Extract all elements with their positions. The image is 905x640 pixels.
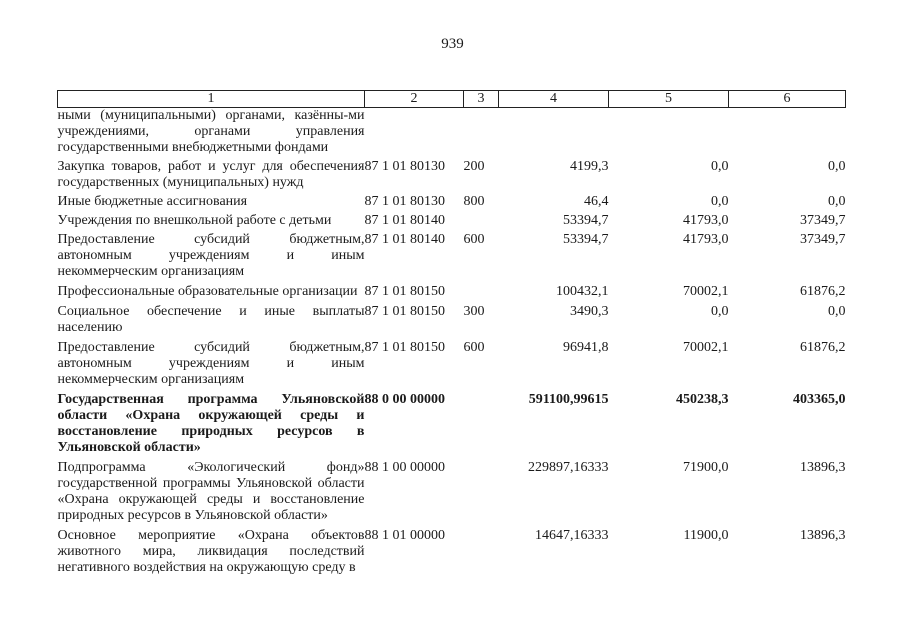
row-amount-col4: 14647,16333 xyxy=(535,528,609,543)
row-amount-col6: 0,0 xyxy=(828,159,846,174)
row-name: Предоставление субсидий бюджетным, автономным учреждениям и иным некоммерческим организациям xyxy=(57,232,365,279)
table-row xyxy=(58,300,846,336)
table-row xyxy=(58,388,846,456)
row-amount-col5: 450238,3 xyxy=(676,392,729,407)
row-code: 87 1 01 80150 xyxy=(364,340,445,355)
row-amount-col4 xyxy=(499,108,609,157)
row-expense-type xyxy=(464,524,499,576)
row-amount-col4: 46,4 xyxy=(584,194,609,209)
row-amount-col6: 403365,0 xyxy=(793,392,846,407)
row-name: Иные бюджетные ассигнования xyxy=(57,194,248,209)
table-row xyxy=(58,156,846,191)
row-amount-col4: 96941,8 xyxy=(563,340,609,355)
column-header-3: 3 xyxy=(464,91,499,108)
column-header-1: 1 xyxy=(58,91,365,108)
row-amount-col5: 0,0 xyxy=(711,194,729,209)
row-amount-col6: 61876,2 xyxy=(800,340,846,355)
table-row xyxy=(58,336,846,388)
row-code xyxy=(365,108,464,157)
row-amount-col5: 41793,0 xyxy=(683,213,729,228)
row-name: Социальное обеспечение и иные выплаты населению xyxy=(57,304,365,335)
row-code: 87 1 01 80140 xyxy=(364,232,445,247)
row-amount-col4: 591100,99615 xyxy=(528,392,609,407)
row-amount-col6: 13896,3 xyxy=(800,460,846,475)
row-expense-type: 600 xyxy=(463,232,485,247)
row-amount-col6: 13896,3 xyxy=(800,528,846,543)
table-row xyxy=(58,524,846,576)
row-amount-col6: 37349,7 xyxy=(800,213,846,228)
row-expense-type xyxy=(464,210,499,229)
row-amount-col6: 61876,2 xyxy=(800,284,846,299)
row-code: 87 1 01 80150 xyxy=(364,284,445,299)
row-name: Закупка товаров, работ и услуг для обеспечения государственных (муниципальных) нужд xyxy=(57,159,365,190)
row-code: 88 1 00 00000 xyxy=(364,460,445,475)
page-number: 939 xyxy=(441,36,464,52)
row-name: Профессиональные образовательные организации xyxy=(57,284,358,299)
table-header-row xyxy=(58,91,846,108)
row-expense-type: 600 xyxy=(463,340,485,355)
row-expense-type xyxy=(464,388,499,456)
row-amount-col6 xyxy=(729,108,846,157)
budget-table xyxy=(57,90,846,576)
row-amount-col4: 53394,7 xyxy=(563,213,609,228)
row-name: Основное мероприятие «Охрана объектов животного мира, ликвидация последствий негативного воздействия на окружающую среду в xyxy=(57,528,365,575)
row-name: Учреждения по внешкольной работе с детьми xyxy=(57,213,332,228)
row-amount-col5: 71900,0 xyxy=(683,460,729,475)
row-amount-col6: 0,0 xyxy=(828,304,846,319)
row-code: 87 1 01 80140 xyxy=(364,213,445,228)
row-amount-col6: 37349,7 xyxy=(800,232,846,247)
row-amount-col5: 70002,1 xyxy=(683,340,729,355)
column-header-4: 4 xyxy=(499,91,609,108)
row-amount-col5: 70002,1 xyxy=(683,284,729,299)
row-amount-col5: 0,0 xyxy=(711,304,729,319)
table-row xyxy=(58,191,846,210)
row-expense-type: 800 xyxy=(463,194,485,209)
row-name: Подпрограмма «Экологический фонд» государственной программы Ульяновской области «Охрана окружающей среды и восстановление природных ресурсов в Ульяновской области» xyxy=(57,460,365,523)
table-row xyxy=(58,108,846,157)
row-expense-type xyxy=(464,108,499,157)
row-amount-col4: 229897,16333 xyxy=(528,460,609,475)
table-row xyxy=(58,229,846,280)
column-header-2: 2 xyxy=(365,91,464,108)
row-code: 87 1 01 80150 xyxy=(364,304,445,319)
row-amount-col6: 0,0 xyxy=(828,194,846,209)
row-code: 87 1 01 80130 xyxy=(364,194,445,209)
row-amount-col5: 0,0 xyxy=(711,159,729,174)
row-expense-type: 200 xyxy=(463,159,485,174)
row-name: ными (муниципальными) органами, казённы-ми учреждениями, органами управления государственными внебюджетными фондами xyxy=(57,108,365,155)
row-amount-col4: 100432,1 xyxy=(556,284,609,299)
row-amount-col4: 53394,7 xyxy=(563,232,609,247)
row-name: Предоставление субсидий бюджетным, автономным учреждениям и иным некоммерческим организациям xyxy=(57,340,365,387)
column-header-5: 5 xyxy=(609,91,729,108)
row-amount-col4: 3490,3 xyxy=(570,304,609,319)
table-row xyxy=(58,280,846,300)
row-expense-type xyxy=(464,456,499,524)
row-code: 88 0 00 00000 xyxy=(364,392,445,407)
row-expense-type: 300 xyxy=(463,304,485,319)
row-expense-type xyxy=(464,280,499,300)
row-code: 87 1 01 80130 xyxy=(364,159,445,174)
row-code: 88 1 01 00000 xyxy=(364,528,445,543)
row-amount-col4: 4199,3 xyxy=(570,159,609,174)
table-row xyxy=(58,210,846,229)
row-amount-col5: 41793,0 xyxy=(683,232,729,247)
row-name: Государственная программа Ульяновской области «Охрана окружающей среды и восстановление природных ресурсов в Ульяновской области» xyxy=(57,392,365,455)
row-amount-col5 xyxy=(609,108,729,157)
column-header-6: 6 xyxy=(729,91,846,108)
table-row xyxy=(58,456,846,524)
row-amount-col5: 11900,0 xyxy=(683,528,729,543)
